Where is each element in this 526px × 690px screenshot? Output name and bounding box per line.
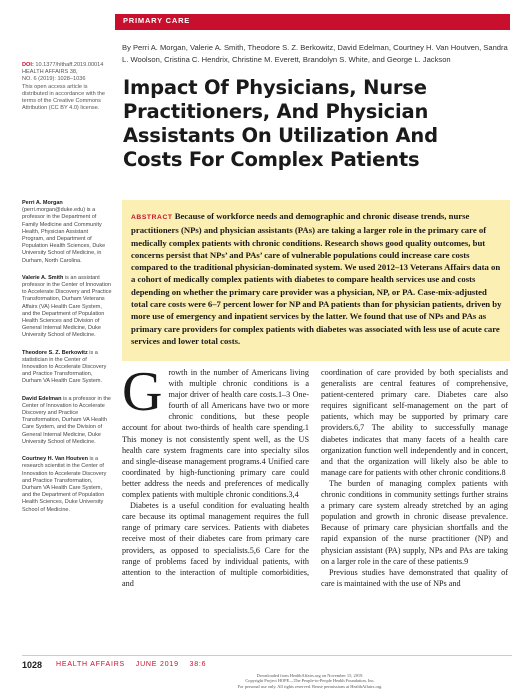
- body-paragraph: The burden of managing complex patients with chronic conditions in community settings further strains a primary care system already stretched by an aging population and growth in chronic disease prevalence. Because of primary care physician shortfalls and the rapid expansion of the nurse practitioner (NP) and physician assistant (PA) supply, NPs and PAs are taking on a larger role in the care of these patients.9: [321, 478, 508, 566]
- download-notice: [160, 673, 460, 689]
- footer-rule: [22, 655, 512, 656]
- body-paragraph: Diabetes is a useful condition for evaluating health care because its optimal management requires the full range of primary care services. Patients with diabetes receive most of their diabetes care from primary care providers, as opposed to specialists.5,6 Care for the range of problems faced by individual patients, with attention to the interaction of multiple comorbidities, and: [122, 501, 309, 588]
- volume-issue: 38:6: [189, 661, 207, 668]
- issue-date: JUNE 2019: [135, 661, 179, 668]
- bio-name: Courtney H. Van Houtven: [22, 456, 89, 463]
- section-label: PRIMARY CARE: [123, 16, 191, 25]
- bio-text: is a statistician in the Center of Innovation to Accelerate Discovery and Practice Transformation, Durham VA Health Care System.: [22, 349, 107, 385]
- journal-name: HEALTH AFFAIRS: [56, 661, 126, 668]
- page-number: 1028: [22, 660, 43, 670]
- copyright-line: Copyright Project HOPE—The People-to-People Health Foundation, Inc.: [245, 678, 375, 684]
- usage-line: For personal use only. All rights reserved. Reuse permissions at HealthAffairs.org.: [237, 683, 383, 689]
- author-bios: [22, 200, 112, 524]
- article-meta: [22, 62, 114, 112]
- body-paragraph: Previous studies have demonstrated that quality of care is maintained with the use of NPs and: [321, 567, 508, 588]
- body-column-right: [321, 367, 508, 589]
- issue-line: NO. 6 (2019): 1028–1036: [22, 76, 86, 83]
- body-column-left: [122, 361, 309, 589]
- bio-name: Perri A. Morgan: [22, 200, 63, 206]
- body-paragraph: rowth in the number of Americans living with multiple chronic conditions is a major driver of health care costs.1–3 One-fourth of all Americans have two or more chronic conditions, but these people account for about two-thirds of health care spending.1 This money is not consistently spent well, as the US health care system fragments care into specialty silos and single-disease management programs.4 Unified care coordinated by high-functioning primary care could better address the needs and preferences of medically complex patients with multiple chronic conditions.3,4: [122, 368, 309, 500]
- bio-name: Valerie A. Smith: [22, 274, 64, 281]
- abstract-label: ABSTRACT: [131, 214, 173, 221]
- author-bio: [22, 350, 112, 386]
- bio-text: is an assistant professor in the Center of Innovation to Accelerate Discovery and Practice Transformation, Durham Veterans Affairs (VA) Health Care System, and the Department of Population Health Sciences and Division of General Internal Medicine, Duke University School of Medicine.: [22, 274, 112, 339]
- license-note: This open access article is distributed in accordance with the terms of the Creative Commons Attribution (CC BY 4.0) license.: [22, 83, 106, 112]
- article-title: Impact Of Physicians, Nurse Practitioners, And Physician Assistants On Utilization And Costs For Complex Patients: [123, 76, 438, 171]
- journal-line: HEALTH AFFAIRS 38,: [22, 69, 78, 76]
- bio-text: is a research scientist in the Center of Innovation to Accelerate Discovery and Practice Transformation, Durham VA Health Care System, and the Department of Population Health Sciences, Duke University School of Medicine.: [22, 456, 107, 513]
- author-bio: [22, 396, 112, 446]
- author-bio: [22, 200, 112, 265]
- doi-value[interactable]: 10.1377/hlthaff.2019.00014: [35, 62, 104, 68]
- author-bio: [22, 275, 112, 340]
- download-line: Downloaded from HealthAffairs.org on November 15, 2019.: [256, 673, 364, 678]
- body-paragraph: coordination of care provided by both specialists and generalists are central features of comprehensive, patient-centered primary care. Diabetes care also requires significant self-management on the part of patients, which may be supported by primary care providers.6,7 The ability to successfully manage diabetes indicates that many facets of a health care organization function well independently and in concert, and that the organization will likely also be able to manage care for patients with other chronic conditions.8: [321, 368, 508, 477]
- bio-text: (perri.morgan@duke.edu) is a professor in the Department of Family Medicine and Community Health, Physician Assistant Program, and Department of Population Health Sciences, Duke University School of Medicine, in Durham, North Carolina.: [22, 207, 106, 264]
- bio-name: Theodore S. Z. Berkowitz: [22, 349, 88, 356]
- drop-cap: G: [122, 361, 163, 423]
- author-list: By Perri A. Morgan, Valerie A. Smith, Theodore S. Z. Berkowitz, David Edelman, Courtney H. Van Houtven, Sandra L. Woolson, Cristina C. Hendrix, Christine M. Everett, Brandolyn S. White, and George L. Jackson: [122, 43, 508, 64]
- abstract-text: [131, 210, 503, 347]
- bio-name: David Edelman: [22, 395, 62, 402]
- author-bio: [22, 456, 112, 514]
- doi-line[interactable]: [22, 62, 114, 69]
- doi-label: DOI:: [22, 62, 34, 68]
- abstract-body: Because of workforce needs and demographic and chronic disease trends, nurse practitioners (NPs) and physician assistants (PAs) are taking a larger role in the primary care of medically complex patients with chronic conditions. Research shows good quality outcomes, but concerns persist that NPs’ and PAs’ care of vulnerable populations could increase care costs compared to the traditional physician-dominated system. We used 2012–13 Veterans Affairs data on a cohort of medically complex patients with diabetes to compare health services use and costs depending on whether the primary care provider was a physician, NP, or PA. Case-mix-adjusted total care costs were 6–7 percent lower for NP and PA patients than for physician patients, driven by more use of emergency and inpatient services by the latter. We found that use of NPs and PAs as primary care providers for complex patients with diabetes was associated with less use of acute care services and lower total costs.: [131, 211, 502, 346]
- running-footer: [56, 661, 214, 668]
- bio-text: is a professor in the Center of Innovation to Accelerate Discovery and Practice Transformation, Durham VA Health Care System, and the Division of General Internal Medicine, Duke University School of Medicine.: [22, 395, 111, 445]
